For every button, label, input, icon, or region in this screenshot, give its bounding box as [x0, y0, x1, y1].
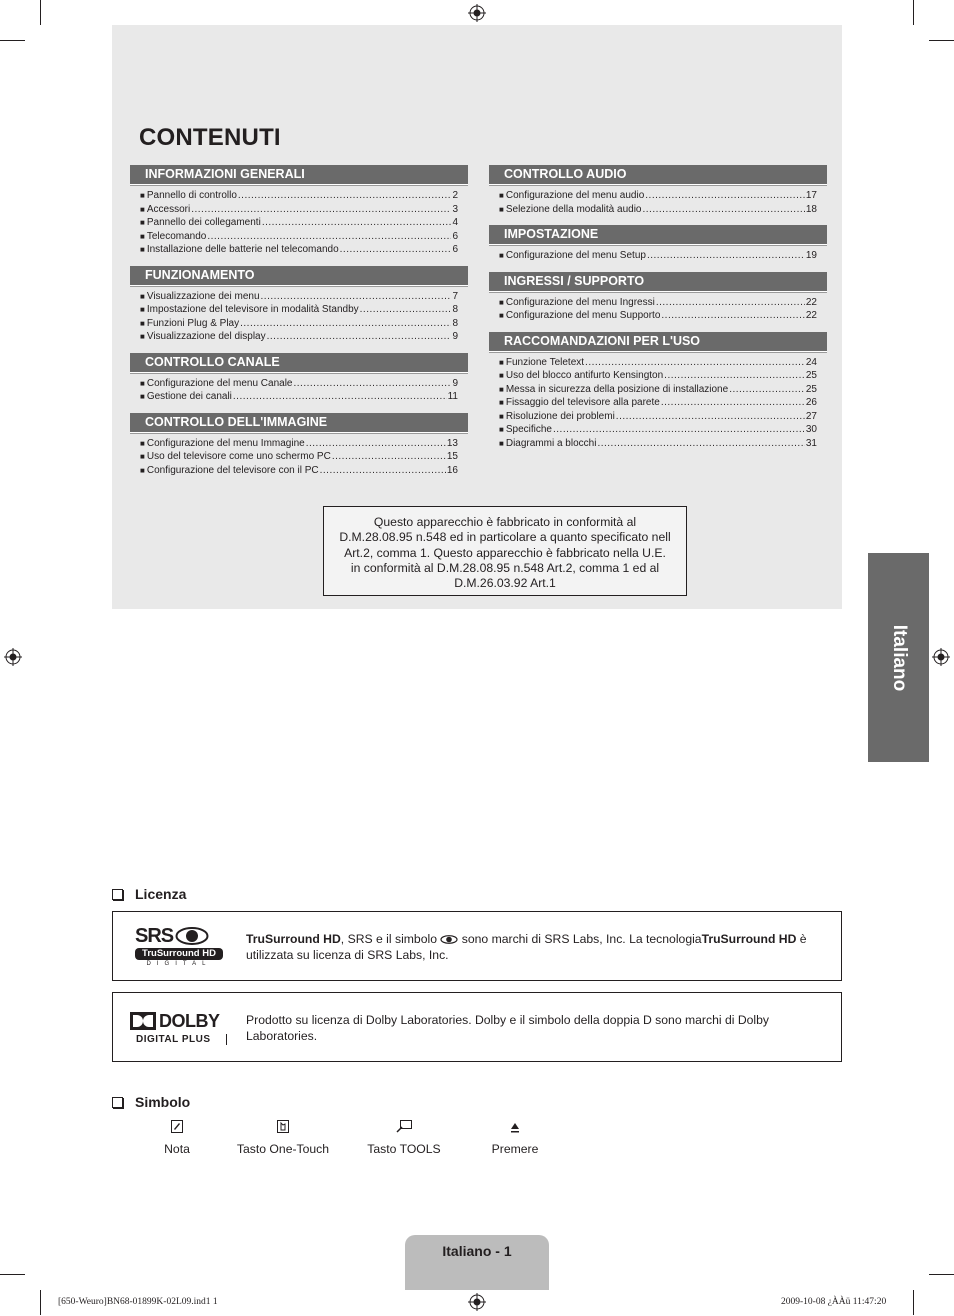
bullet-icon: ■	[140, 318, 145, 328]
language-tab-label: Italiano	[888, 624, 910, 691]
dot-leader	[597, 437, 804, 451]
toc-entry-label: Uso del blocco antifurto Kensington	[505, 370, 664, 381]
dot-leader	[585, 356, 805, 370]
bullet-icon: ■	[499, 191, 504, 200]
conformity-notice	[323, 506, 687, 596]
language-tab	[868, 553, 929, 762]
toc-entry-label: Visualizzazione del display	[146, 331, 266, 342]
bullet-icon: ■	[499, 357, 504, 367]
toc-entry	[140, 216, 458, 230]
dot-leader	[647, 249, 805, 263]
dot-leader	[643, 203, 805, 217]
dot-leader	[207, 230, 451, 244]
dolby-licence-box	[112, 992, 842, 1062]
toc-entry-label: Telecomando	[146, 230, 207, 242]
toc-entry-label: Configurazione del menu Supporto	[505, 310, 661, 321]
toc-entry-page: 17	[805, 190, 817, 201]
toc-entry	[140, 189, 458, 203]
toc-entry	[499, 410, 817, 424]
dolby-licence-text: Prodotto su licenza di Dolby Laboratories. Dolby e il simbolo della doppia D sono marchi di Dolby Laboratories.	[246, 1013, 769, 1043]
toc-entry-label: Configurazione del menu Setup	[505, 250, 646, 261]
toc-section-heading: CONTROLLO DELL'IMMAGINE	[130, 413, 468, 433]
toc-entry-page: 18	[805, 203, 817, 215]
crop-mark	[913, 0, 914, 25]
toc-entry-page: 27	[805, 410, 817, 422]
toc-entry-page: 8	[452, 317, 458, 329]
toc-entry-page: 7	[452, 290, 458, 302]
toc-entry-label: Gestione dei canali	[146, 391, 232, 402]
toc-entry	[140, 390, 458, 404]
toc-entry	[499, 396, 817, 410]
dot-leader	[320, 464, 446, 478]
bullet-icon: ■	[499, 398, 504, 407]
symbol-tools	[360, 1120, 448, 1156]
bullet-icon: ■	[499, 425, 504, 434]
registration-mark-icon	[468, 1293, 486, 1311]
dot-leader	[294, 377, 452, 391]
dolby-logo-subtext: DIGITAL PLUS	[136, 1034, 227, 1045]
toc-entry	[140, 230, 458, 244]
toc-entry-page: 22	[805, 310, 817, 321]
toc-section-heading: INGRESSI / SUPPORTO	[489, 272, 827, 292]
dot-leader	[661, 396, 805, 410]
toc-entry	[499, 189, 817, 203]
srs-licence-box	[112, 911, 842, 981]
bullet-icon: ■	[140, 465, 145, 475]
toc-section	[489, 272, 827, 323]
toc-entry-label: Diagrammi a blocchi	[505, 437, 597, 449]
toc-entry	[499, 356, 817, 370]
toc-entry-page: 26	[805, 397, 817, 408]
toc-entry-label: Messa in sicurezza della posizione di installazione	[505, 383, 729, 395]
symbol-note	[147, 1120, 207, 1156]
toc-entry-label: Accessori	[146, 203, 191, 215]
toc-section	[489, 332, 827, 451]
toc-entry	[140, 290, 458, 304]
registration-mark-icon	[4, 648, 22, 666]
brand-name: TruSurround HD	[246, 932, 341, 946]
toc-entry	[140, 450, 458, 464]
toc-list	[130, 377, 468, 404]
toc-section-heading: RACCOMANDAZIONI PER L'USO	[489, 332, 827, 352]
symbol-one-touch	[232, 1120, 334, 1156]
symbol-heading	[112, 1094, 190, 1110]
toc-entry	[499, 383, 817, 397]
toc-entry-page: 22	[805, 296, 817, 308]
toc-entry-page: 9	[452, 377, 458, 389]
toc-entry-page: 11	[447, 391, 458, 402]
bullet-icon: ■	[140, 378, 145, 388]
toc-section-heading: IMPOSTAZIONE	[489, 225, 827, 245]
toc-entry-page: 6	[452, 244, 458, 255]
toc-entry	[499, 369, 817, 383]
toc-entry-label: Funzione Teletext	[505, 356, 585, 368]
toc-entry-label: Pannello di controllo	[146, 190, 237, 201]
dot-leader	[238, 189, 452, 203]
toc-entry	[140, 317, 458, 331]
toc-entry-label: Configurazione del menu Canale	[146, 377, 293, 389]
tools-icon	[360, 1120, 448, 1136]
toc-section	[130, 165, 468, 257]
toc-entry	[499, 203, 817, 217]
toc-entry-label: Funzioni Plug & Play	[146, 317, 240, 329]
toc-entry-label: Configurazione del menu audio	[505, 190, 645, 201]
dot-leader	[191, 203, 451, 217]
toc-entry-page: 2	[452, 190, 458, 201]
srs-symbol-icon	[175, 927, 209, 945]
dot-leader	[332, 450, 446, 464]
toc-list	[130, 189, 468, 257]
bullet-icon: ■	[140, 191, 145, 200]
toc-entry-label: Risoluzione dei problemi	[505, 410, 615, 422]
licence-text: , SRS e il simbolo	[340, 932, 441, 946]
print-slug-right: 2009-10-08 ¿ÀÀü 11:47:20	[781, 1297, 887, 1307]
bullet-icon: ■	[140, 392, 145, 401]
srs-logo-badge: TruSurround HD	[135, 948, 223, 960]
crop-mark	[40, 0, 41, 25]
bullet-icon: ■	[499, 251, 504, 260]
checkbox-square-icon	[112, 1097, 123, 1108]
toc-list	[489, 296, 827, 323]
bullet-icon: ■	[499, 371, 504, 380]
toc-entry	[499, 437, 817, 451]
srs-symbol-icon	[440, 935, 458, 944]
toc-entry-label: Installazione delle batterie nel telecomando	[146, 244, 339, 255]
symbol-press	[485, 1120, 545, 1156]
dot-leader	[267, 330, 452, 344]
toc-entry-label: Selezione della modalità audio	[505, 203, 642, 215]
toc-section-heading: FUNZIONAMENTO	[130, 266, 468, 286]
toc-right-column	[489, 165, 827, 459]
srs-logo	[135, 926, 223, 970]
toc-entry-page: 16	[446, 464, 458, 476]
bullet-icon: ■	[140, 332, 145, 341]
toc-entry-page: 30	[805, 424, 817, 435]
dot-leader	[729, 383, 805, 397]
toc-entry	[140, 464, 458, 478]
bullet-icon: ■	[140, 218, 145, 227]
dot-leader	[661, 309, 804, 323]
toc-entry-page: 13	[446, 437, 458, 449]
notice-line: D.M.28.08.95 n.548 ed in particolare a quanto specificato nell	[339, 530, 671, 545]
dot-leader	[656, 296, 805, 310]
toc-entry-page: 24	[805, 356, 817, 368]
toc-entry-page: 25	[805, 383, 817, 395]
bullet-icon: ■	[140, 305, 145, 314]
dot-leader	[233, 390, 447, 404]
bullet-icon: ■	[140, 204, 145, 214]
toc-entry-page: 3	[452, 203, 458, 215]
toc-section-heading: INFORMAZIONI GENERALI	[130, 165, 468, 185]
toc-list	[130, 437, 468, 478]
toc-entry	[499, 249, 817, 263]
symbol-label: Premere	[491, 1142, 539, 1156]
toc-entry-label: Visualizzazione dei menu	[146, 290, 260, 302]
bullet-icon: ■	[140, 245, 145, 254]
crop-mark	[913, 1290, 914, 1315]
notice-line: D.M.26.03.92 Art.1	[454, 576, 556, 591]
dot-leader	[553, 423, 805, 437]
bullet-icon: ■	[499, 384, 504, 394]
toc-entry-label: Uso del televisore come uno schermo PC	[146, 451, 331, 462]
dot-leader	[240, 317, 451, 331]
licence-text: sono marchi di SRS Labs, Inc. La tecnologia	[458, 932, 702, 946]
crop-mark	[0, 1274, 25, 1275]
notice-line: Art.2, comma 1. Questo apparecchio è fabbricato nella U.E.	[344, 545, 666, 560]
checkbox-square-icon	[112, 889, 123, 900]
dolby-logo	[130, 1011, 230, 1047]
bullet-icon: ■	[140, 438, 145, 448]
toc-list	[130, 290, 468, 344]
toc-section	[130, 266, 468, 344]
symbol-heading-label: Simbolo	[135, 1094, 191, 1110]
note-icon	[147, 1120, 207, 1136]
registration-mark-icon	[468, 4, 486, 22]
print-slug-left: [650-Weuro]BN68-01899K-02L09.ind1 1	[58, 1297, 218, 1307]
toc-entry-label: Fissaggio del televisore alla parete	[505, 397, 660, 408]
one-touch-icon	[232, 1120, 334, 1136]
dot-leader	[645, 189, 805, 203]
double-d-icon	[130, 1012, 156, 1030]
toc-entry	[140, 377, 458, 391]
brand-name: TruSurround HD	[701, 932, 797, 946]
bullet-icon: ■	[499, 311, 504, 320]
toc-entry	[499, 423, 817, 437]
bullet-icon: ■	[499, 204, 504, 214]
toc-entry-page: 8	[452, 304, 458, 315]
page-number: Italiano - 1	[442, 1243, 512, 1259]
toc-entry-label: Impostazione del televisore in modalità Standby	[146, 304, 359, 315]
bullet-icon: ■	[499, 297, 504, 307]
dot-leader	[340, 243, 452, 257]
page-title: CONTENUTI	[139, 124, 281, 151]
dot-leader	[360, 303, 452, 317]
srs-logo-subtext: DIGITAL	[146, 961, 212, 967]
toc-section-heading: CONTROLLO CANALE	[130, 353, 468, 373]
toc-section-heading: CONTROLLO AUDIO	[489, 165, 827, 185]
licence-text: è utilizzata su licenza di SRS Labs, Inc.	[246, 932, 807, 962]
crop-mark	[929, 1274, 954, 1275]
toc-entry	[140, 437, 458, 451]
crop-mark	[929, 40, 954, 41]
toc-entry	[499, 309, 817, 323]
toc-entry	[140, 303, 458, 317]
bullet-icon: ■	[140, 231, 145, 241]
dot-leader	[616, 410, 805, 424]
licence-heading-label: Licenza	[135, 886, 187, 902]
toc-entry-page: 4	[452, 217, 458, 228]
toc-entry-label: Configurazione del televisore con il PC	[146, 464, 319, 476]
bullet-icon: ■	[140, 291, 145, 301]
page-number-tab	[405, 1235, 549, 1290]
crop-mark	[0, 40, 25, 41]
toc-entry-page: 25	[805, 370, 817, 381]
bullet-icon: ■	[499, 438, 504, 448]
toc-list	[489, 189, 827, 216]
notice-line: Questo apparecchio è fabbricato in conformità al	[373, 515, 637, 529]
toc-list	[489, 356, 827, 451]
registration-mark-icon	[932, 648, 950, 666]
dot-leader	[306, 437, 446, 451]
toc-entry-page: 31	[805, 437, 817, 449]
toc-entry	[140, 243, 458, 257]
symbol-label: Tasto One-Touch	[236, 1142, 330, 1156]
crop-mark	[40, 1290, 41, 1315]
toc-section	[489, 165, 827, 216]
licence-heading	[112, 886, 186, 902]
press-icon	[485, 1120, 545, 1136]
dolby-logo-text: DOLBY	[159, 1010, 220, 1031]
toc-entry-label: Pannello dei collegamenti	[146, 217, 261, 228]
toc-entry	[140, 330, 458, 344]
symbol-label: Tasto TOOLS	[367, 1142, 441, 1156]
toc-entry-page: 15	[446, 451, 458, 462]
toc-entry-page: 19	[805, 250, 817, 261]
dot-leader	[262, 216, 452, 230]
srs-logo-text: SRS	[135, 924, 174, 947]
toc-section	[130, 413, 468, 478]
bullet-icon: ■	[140, 452, 145, 461]
toc-section	[130, 353, 468, 404]
toc-entry-label: Specifiche	[505, 424, 552, 435]
srs-licence-text	[246, 932, 826, 963]
dot-leader	[261, 290, 452, 304]
bullet-icon: ■	[499, 411, 504, 421]
toc-entry	[499, 296, 817, 310]
notice-line: in conformità al D.M.28.08.95 n.548 Art.2, comma 1 ed al	[350, 560, 660, 575]
dot-leader	[664, 369, 805, 383]
toc-entry-page: 6	[452, 230, 458, 242]
toc-section	[489, 225, 827, 263]
toc-list	[489, 249, 827, 263]
toc-left-column	[130, 165, 468, 486]
toc-entry	[140, 203, 458, 217]
toc-entry-label: Configurazione del menu Ingressi	[505, 296, 655, 308]
toc-entry-page: 9	[452, 331, 458, 342]
toc-entry-label: Configurazione del menu Immagine	[146, 437, 305, 449]
symbol-label: Nota	[164, 1142, 190, 1156]
